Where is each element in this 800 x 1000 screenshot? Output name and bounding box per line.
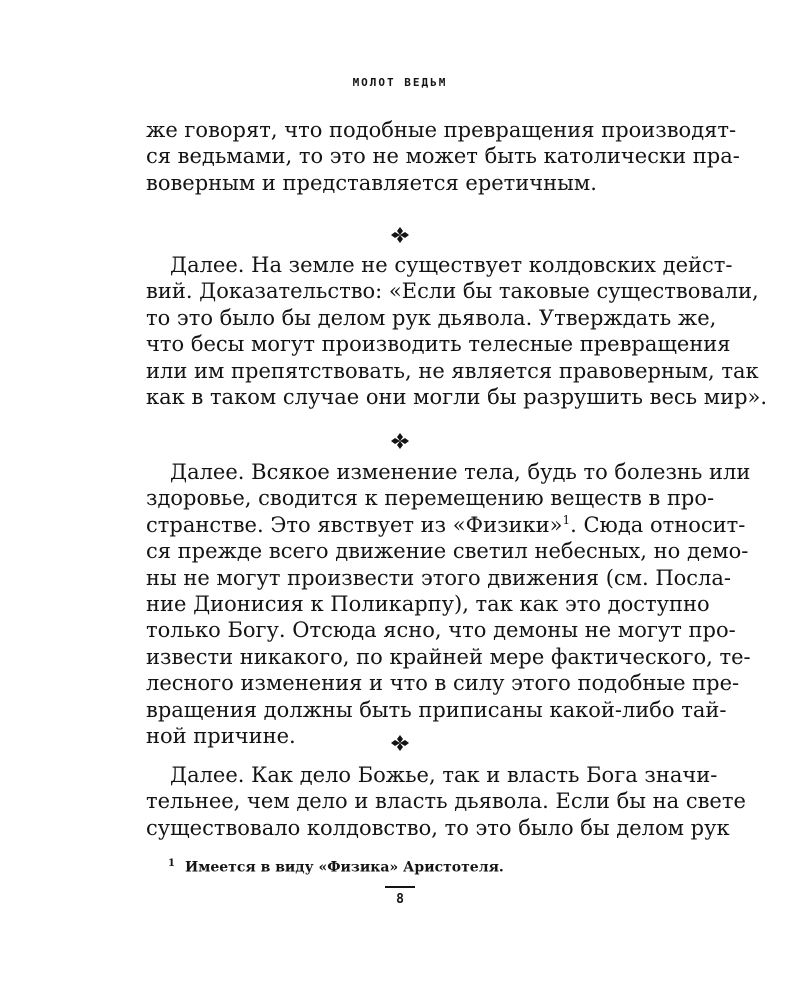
text-line: Далее. На земле не существует колдовских дейст- [170,253,733,277]
ornament-divider [0,432,800,454]
paragraph-continuation [146,117,740,196]
text-line: вий. Доказательство: «Если бы таковые существовали, [146,279,759,304]
text-line: как в таком случае они могли бы разрушить весь мир». [146,385,768,410]
paragraph [146,252,768,410]
text-line: воверным и представляется еретичным. [146,170,597,195]
text-line: ны не могут произвести этого движения (см. Посла- [146,565,732,590]
ornament-divider [0,734,800,756]
fleuron-icon [390,734,410,752]
fleuron-icon [390,432,410,450]
text-line: что бесы могут производить телесные превращения [146,332,731,357]
text-line [146,512,746,538]
text-line: ся ведьмами, то это не может быть католически пра- [146,144,740,169]
footnote-reference[interactable]: 1 [562,512,571,527]
paragraph [146,459,751,749]
text-line: или им препятствовать, не является правоверным, так [146,358,759,383]
text-line: извести никакого, по крайней мере фактического, те- [146,644,751,669]
text-line: же говорят, что подобные превращения производят- [146,118,737,142]
text-segment: . Сюда относит- [570,512,746,537]
running-head: МОЛОТ ВЕДЬМ [352,76,448,89]
folio-rule [385,886,415,888]
text-line: ной причине. [146,724,296,749]
fleuron-icon [390,226,410,244]
page-number: 8 [396,892,404,907]
text-segment: странстве. Это явствует из «Физики» [146,512,563,537]
text-line: вращения должны быть приписаны какой-либо тай- [146,697,727,722]
paragraph [146,762,746,841]
text-line: лесного изменения и что в силу этого подобные пре- [146,671,740,696]
text-line: Далее. Как дело Божье, так и власть Бога значи- [170,763,718,787]
text-line: ние Дионисия к Поликарпу), так как это доступно [146,592,710,617]
page-number-block [0,886,800,907]
footnote-mark: 1 [168,858,175,869]
text-line: то это было бы делом рук дьявола. Утверждать же, [146,305,717,330]
text-line: тельнее, чем дело и власть дьявола. Если бы на свете [146,789,746,814]
ornament-divider [0,226,800,248]
text-line: только Богу. Отсюда ясно, что демоны не могут про- [146,618,736,643]
footnote [168,858,688,876]
text-line: существовало колдовство, то это было бы делом рук [146,815,730,840]
text-line: Далее. Всякое изменение тела, будь то болезнь или [170,460,751,484]
text-line: здоровье, сводится к перемещению веществ в про- [146,486,715,511]
footnote-text: Имеется в виду «Физика» Аристотеля. [184,859,504,876]
text-line: ся прежде всего движение светил небесных, но демо- [146,539,749,564]
